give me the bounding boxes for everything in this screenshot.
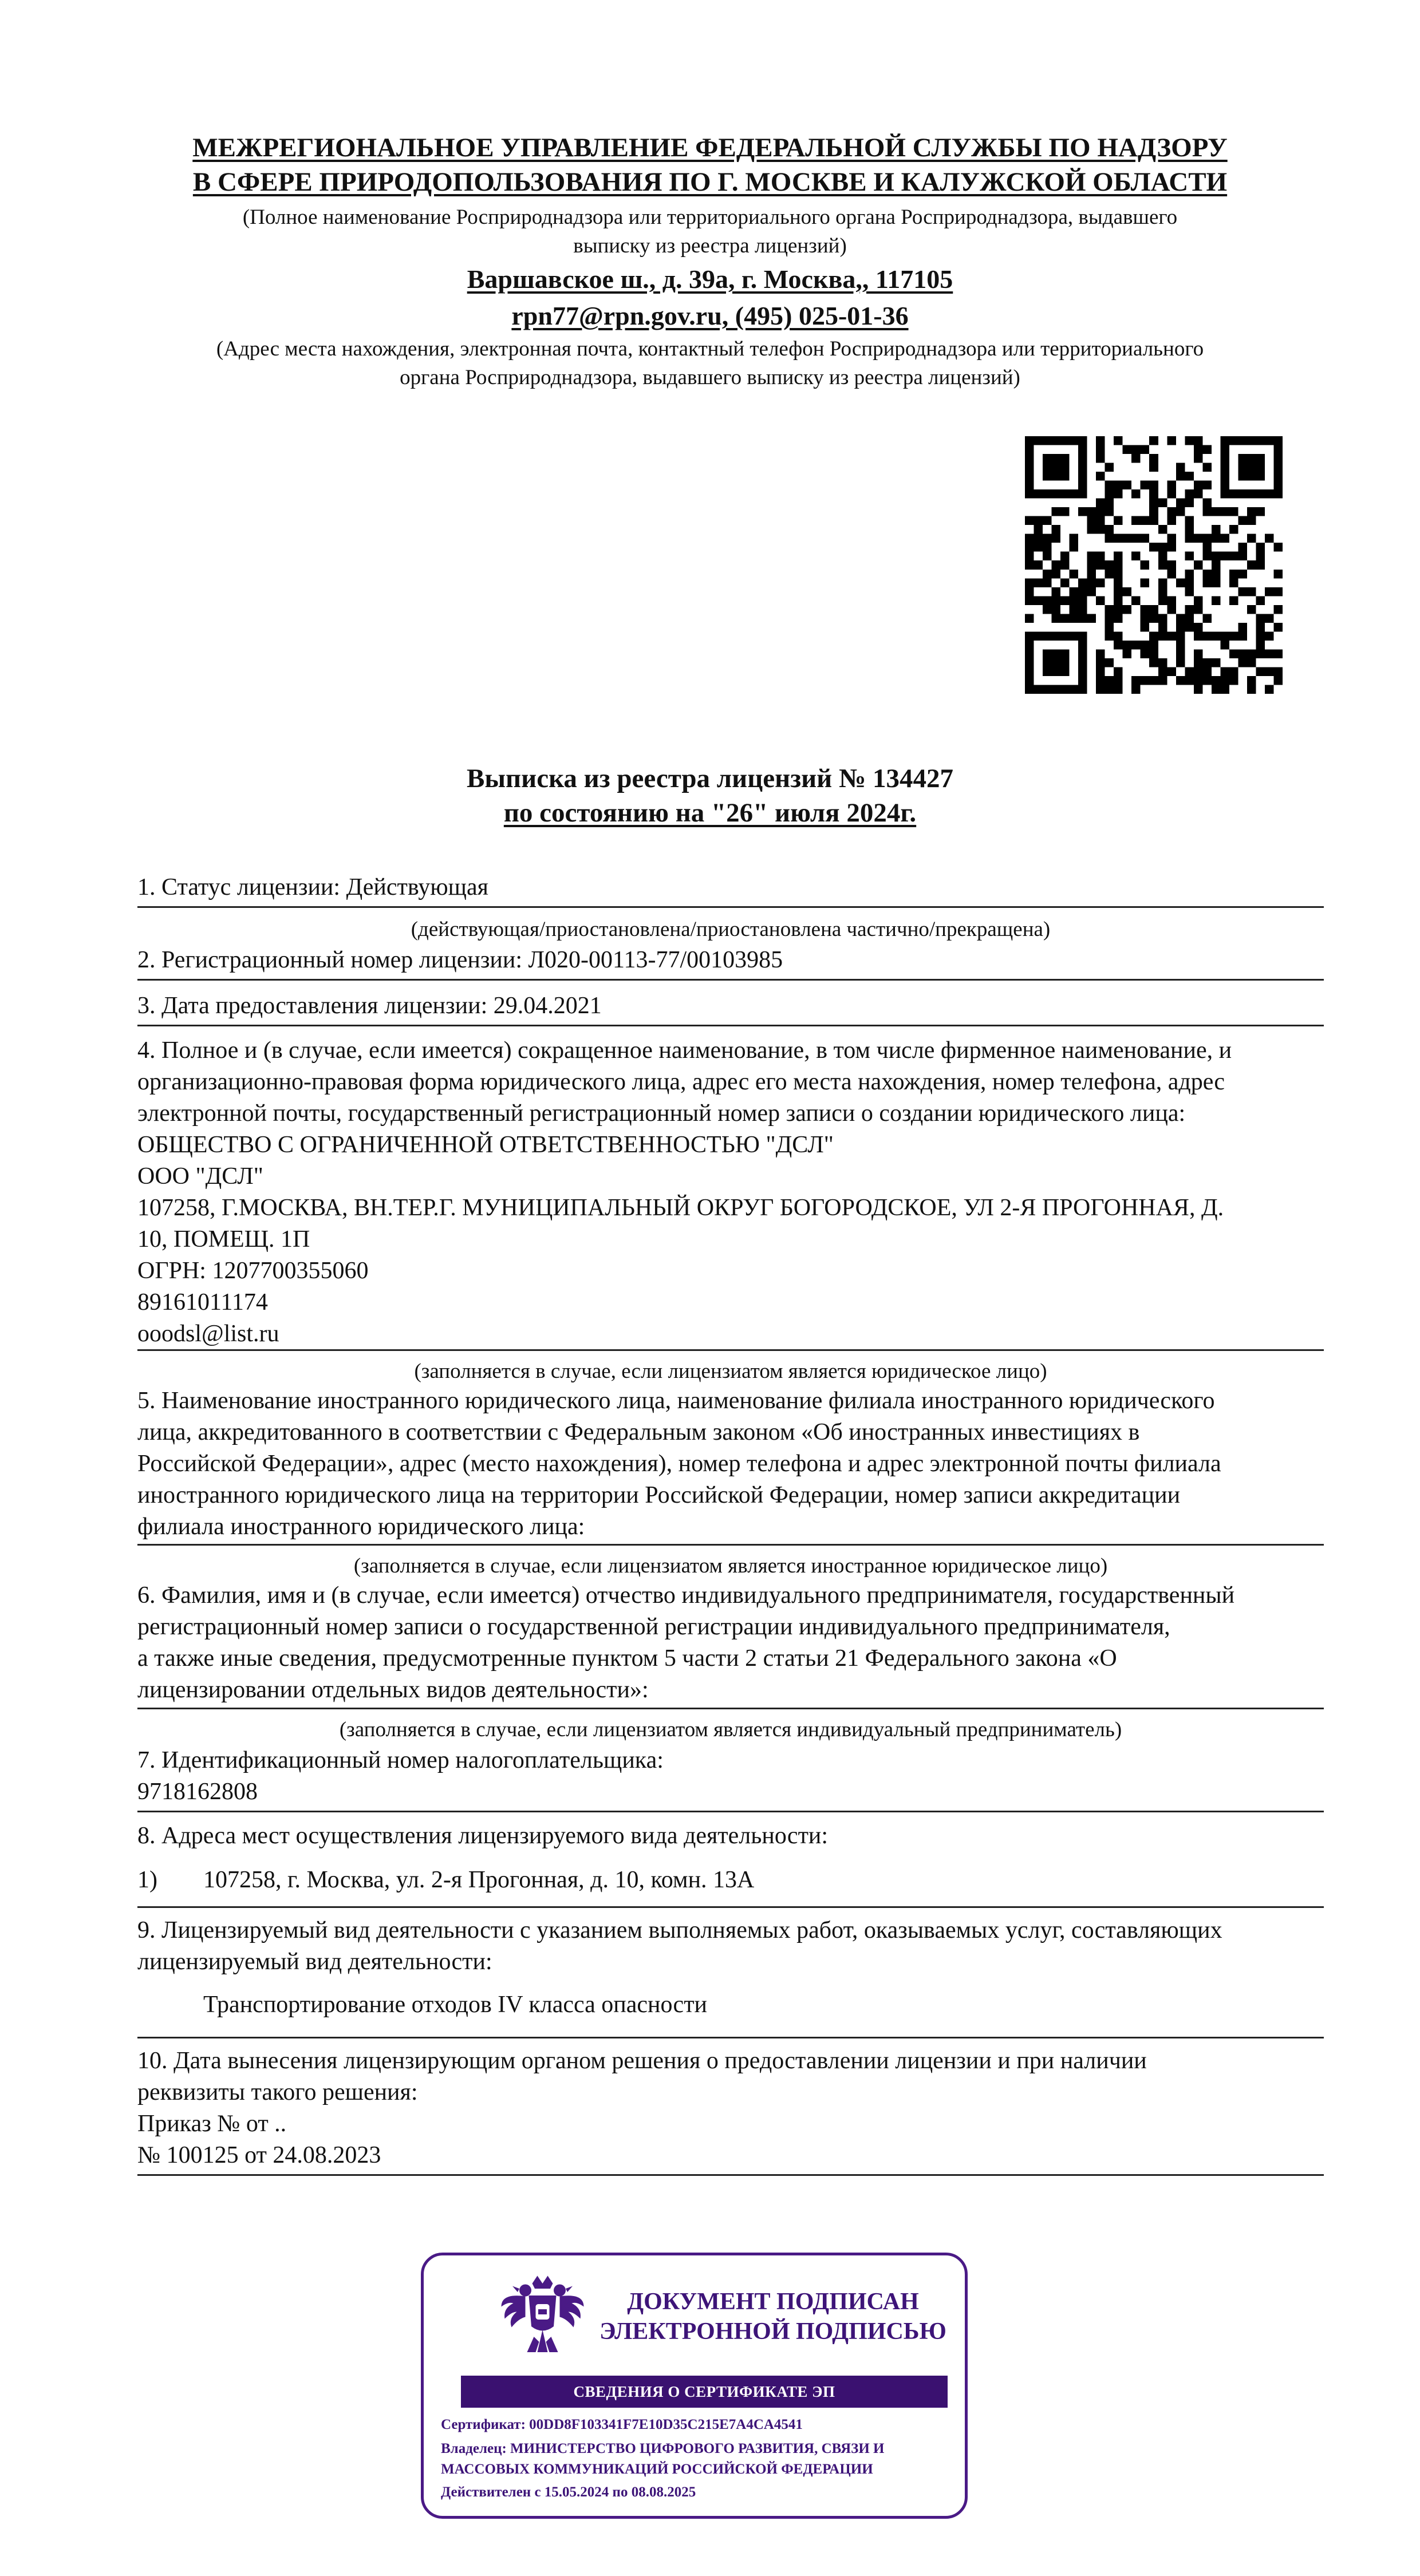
issuer-note-line1: (Полное наименование Росприроднадзора или территориального органа Росприроднадзора, выдавшего bbox=[242, 206, 1178, 229]
section-7-inn bbox=[137, 1745, 1324, 1808]
section-9-line1: 9. Лицензируемый вид деятельности с указанием выполняемых работ, оказываемых услуг, составляющих bbox=[137, 1917, 1222, 1943]
section-5-line5: филиала иностранного юридического лица: bbox=[137, 1514, 585, 1540]
licensee-phone: 89161011174 bbox=[137, 1289, 268, 1315]
section-8-addresses: 8. Адреса мест осуществления лицензируемого вида деятельности: bbox=[137, 1823, 829, 1849]
signature-title bbox=[595, 2287, 950, 2346]
issuer-address-note bbox=[137, 335, 1283, 392]
divider bbox=[137, 1025, 1324, 1026]
section-5-note: (заполняется в случае, если лицензиатом является иностранное юридическое лицо) bbox=[353, 1554, 1108, 1578]
decision-number: № 100125 от 24.08.2023 bbox=[137, 2142, 381, 2168]
issuer-contacts: rpn77@rpn.gov.ru, (495) 025-01-36 bbox=[511, 301, 909, 330]
section-5-line3: Российской Федерации», адрес (место нахождения), номер телефона и адрес электронной почты филиала bbox=[137, 1451, 1221, 1477]
divider bbox=[137, 1708, 1324, 1709]
section-1-note: (действующая/приостановлена/приостановлена частично/прекращена) bbox=[411, 918, 1051, 941]
licensee-short-name: ООО "ДСЛ" bbox=[137, 1163, 263, 1190]
section-9-line2: лицензируемый вид деятельности: bbox=[137, 1949, 492, 1975]
decision-order: Приказ № от .. bbox=[137, 2111, 287, 2137]
section-6-line4: лицензировании отдельных видов деятельности»: bbox=[137, 1677, 649, 1703]
issuer-note-line2: выписку из реестра лицензий) bbox=[573, 234, 847, 258]
licensee-address-line1: 107258, Г.МОСКВА, ВН.ТЕР.Г. МУНИЦИПАЛЬНЫЙ ОКРУГ БОГОРОДСКОЕ, УЛ 2-Я ПРОГОННАЯ, Д. bbox=[137, 1195, 1224, 1221]
section-5-line1: 5. Наименование иностранного юридического лица, наименование филиала иностранного юридического bbox=[137, 1388, 1215, 1414]
certificate-owner-line2: МАССОВЫХ КОММУНИКАЦИЙ РОССИЙСКОЙ ФЕДЕРАЦИИ bbox=[441, 2462, 873, 2477]
signature-title-line2: ЭЛЕКТРОННОЙ ПОДПИСЬЮ bbox=[599, 2318, 946, 2345]
section-5-line4: иностранного юридического лица на территории Российской Федерации, номер записи аккредитации bbox=[137, 1482, 1181, 1508]
section-1-status: 1. Статус лицензии: Действующая bbox=[137, 874, 488, 900]
certificate-validity: Действителен с 15.05.2024 по 08.08.2025 bbox=[441, 2484, 696, 2500]
section-4-line3: электронной почты, государственный регистрационный номер записи о создании юридического лица: bbox=[137, 1100, 1186, 1127]
section-4-heading bbox=[137, 1035, 1324, 1129]
section-6-line1: 6. Фамилия, имя и (в случае, если имеется) отчество индивидуального предпринимателя, государственный bbox=[137, 1582, 1235, 1609]
electronic-signature-stamp bbox=[421, 2253, 968, 2519]
section-6-line2: регистрационный номер записи о государственной регистрации индивидуального предпринимателя, bbox=[137, 1614, 1170, 1640]
divider bbox=[137, 979, 1324, 981]
issuer-address: Варшавское ш., д. 39а, г. Москва,, 117105 bbox=[467, 264, 953, 294]
section-6-note: (заполняется в случае, если лицензиатом является индивидуальный предприниматель) bbox=[339, 1718, 1122, 1741]
address-item-index: 1) bbox=[137, 1867, 157, 1893]
section-10-decision bbox=[137, 2045, 1324, 2171]
divider bbox=[137, 2037, 1324, 2038]
issuer-title-note bbox=[137, 203, 1283, 260]
section-6-entrepreneur bbox=[137, 1580, 1324, 1706]
licensee-ogrn: ОГРН: 1207700355060 bbox=[137, 1258, 369, 1284]
section-9-activity bbox=[137, 1915, 1324, 1978]
section-5-line2: лица, аккредитованного в соответствии с Федеральным законом «Об иностранных инвестициях в bbox=[137, 1419, 1140, 1445]
address-note-line2: органа Росприроднадзора, выдавшего выписку из реестра лицензий) bbox=[400, 366, 1020, 389]
issuer-title bbox=[137, 131, 1283, 199]
section-4-line2: организационно-правовая форма юридического лица, адрес его места нахождения, номер телефона, адрес bbox=[137, 1069, 1225, 1095]
licensee-address-line2: 10, ПОМЕЩ. 1П bbox=[137, 1226, 310, 1253]
section-4-note: (заполняется в случае, если лицензиатом является юридическое лицо) bbox=[414, 1360, 1047, 1383]
certificate-owner-line1: Владелец: МИНИСТЕРСТВО ЦИФРОВОГО РАЗВИТИЯ, СВЯЗИ И bbox=[441, 2441, 885, 2456]
certificate-number: Сертификат: 00DD8F103341F7E10D35C215E7A4CA4541 bbox=[441, 2417, 803, 2432]
divider bbox=[137, 906, 1324, 908]
section-4-line1: 4. Полное и (в случае, если имеется) сокращенное наименование, в том числе фирменное наименование, и bbox=[137, 1037, 1232, 1064]
extract-number: Выписка из реестра лицензий № 134427 bbox=[467, 764, 953, 793]
issuer-title-line1: МЕЖРЕГИОНАЛЬНОЕ УПРАВЛЕНИЕ ФЕДЕРАЛЬНОЙ СЛУЖБЫ ПО НАДЗОРУ bbox=[192, 133, 1228, 163]
section-10-line2: реквизиты такого решения: bbox=[137, 2079, 418, 2105]
section-2-reg-number: 2. Регистрационный номер лицензии: Л020-00113-77/00103985 bbox=[137, 947, 783, 973]
divider bbox=[137, 1349, 1324, 1351]
address-item-text: 107258, г. Москва, ул. 2-я Прогонная, д. 10, комн. 13А bbox=[203, 1867, 755, 1893]
extract-date: по состоянию на "26" июля 2024г. bbox=[503, 798, 917, 828]
qr-code-icon bbox=[1025, 436, 1283, 694]
divider bbox=[137, 1906, 1324, 1908]
section-4-details bbox=[137, 1129, 1324, 1350]
activity-type: Транспортирование отходов IV класса опасности bbox=[203, 1992, 708, 2018]
divider bbox=[137, 1811, 1324, 1812]
divider bbox=[137, 2174, 1324, 2176]
section-5-foreign-entity bbox=[137, 1385, 1324, 1543]
certificate-info-bar: СВЕДЕНИЯ О СЕРТИФИКАТЕ ЭП bbox=[461, 2376, 948, 2408]
licensee-full-name: ОБЩЕСТВО С ОГРАНИЧЕННОЙ ОТВЕТСТВЕННОСТЬЮ "ДСЛ" bbox=[137, 1132, 834, 1158]
signature-title-line1: ДОКУМЕНТ ПОДПИСАН bbox=[627, 2289, 919, 2315]
section-7-value: 9718162808 bbox=[137, 1779, 258, 1805]
section-6-line3: а также иные сведения, предусмотренные пунктом 5 части 2 статьи 21 Федерального закона «О bbox=[137, 1645, 1117, 1672]
section-3-issue-date: 3. Дата предоставления лицензии: 29.04.2021 bbox=[137, 993, 602, 1019]
section-10-line1: 10. Дата вынесения лицензирующим органом решения о предоставлении лицензии и при наличии bbox=[137, 2048, 1147, 2074]
address-note-line1: (Адрес места нахождения, электронная почта, контактный телефон Росприроднадзора или территориального bbox=[216, 337, 1204, 361]
licensee-email: ooodsl@list.ru bbox=[137, 1321, 279, 1347]
issuer-title-line2: В СФЕРЕ ПРИРОДОПОЛЬЗОВАНИЯ ПО Г. МОСКВЕ И КАЛУЖСКОЙ ОБЛАСТИ bbox=[192, 167, 1228, 197]
section-7-label: 7. Идентификационный номер налогоплательщика: bbox=[137, 1747, 664, 1773]
divider bbox=[137, 1544, 1324, 1546]
certificate-owner bbox=[441, 2439, 956, 2480]
double-headed-eagle-emblem-icon bbox=[498, 2268, 587, 2362]
extract-title bbox=[137, 761, 1283, 830]
